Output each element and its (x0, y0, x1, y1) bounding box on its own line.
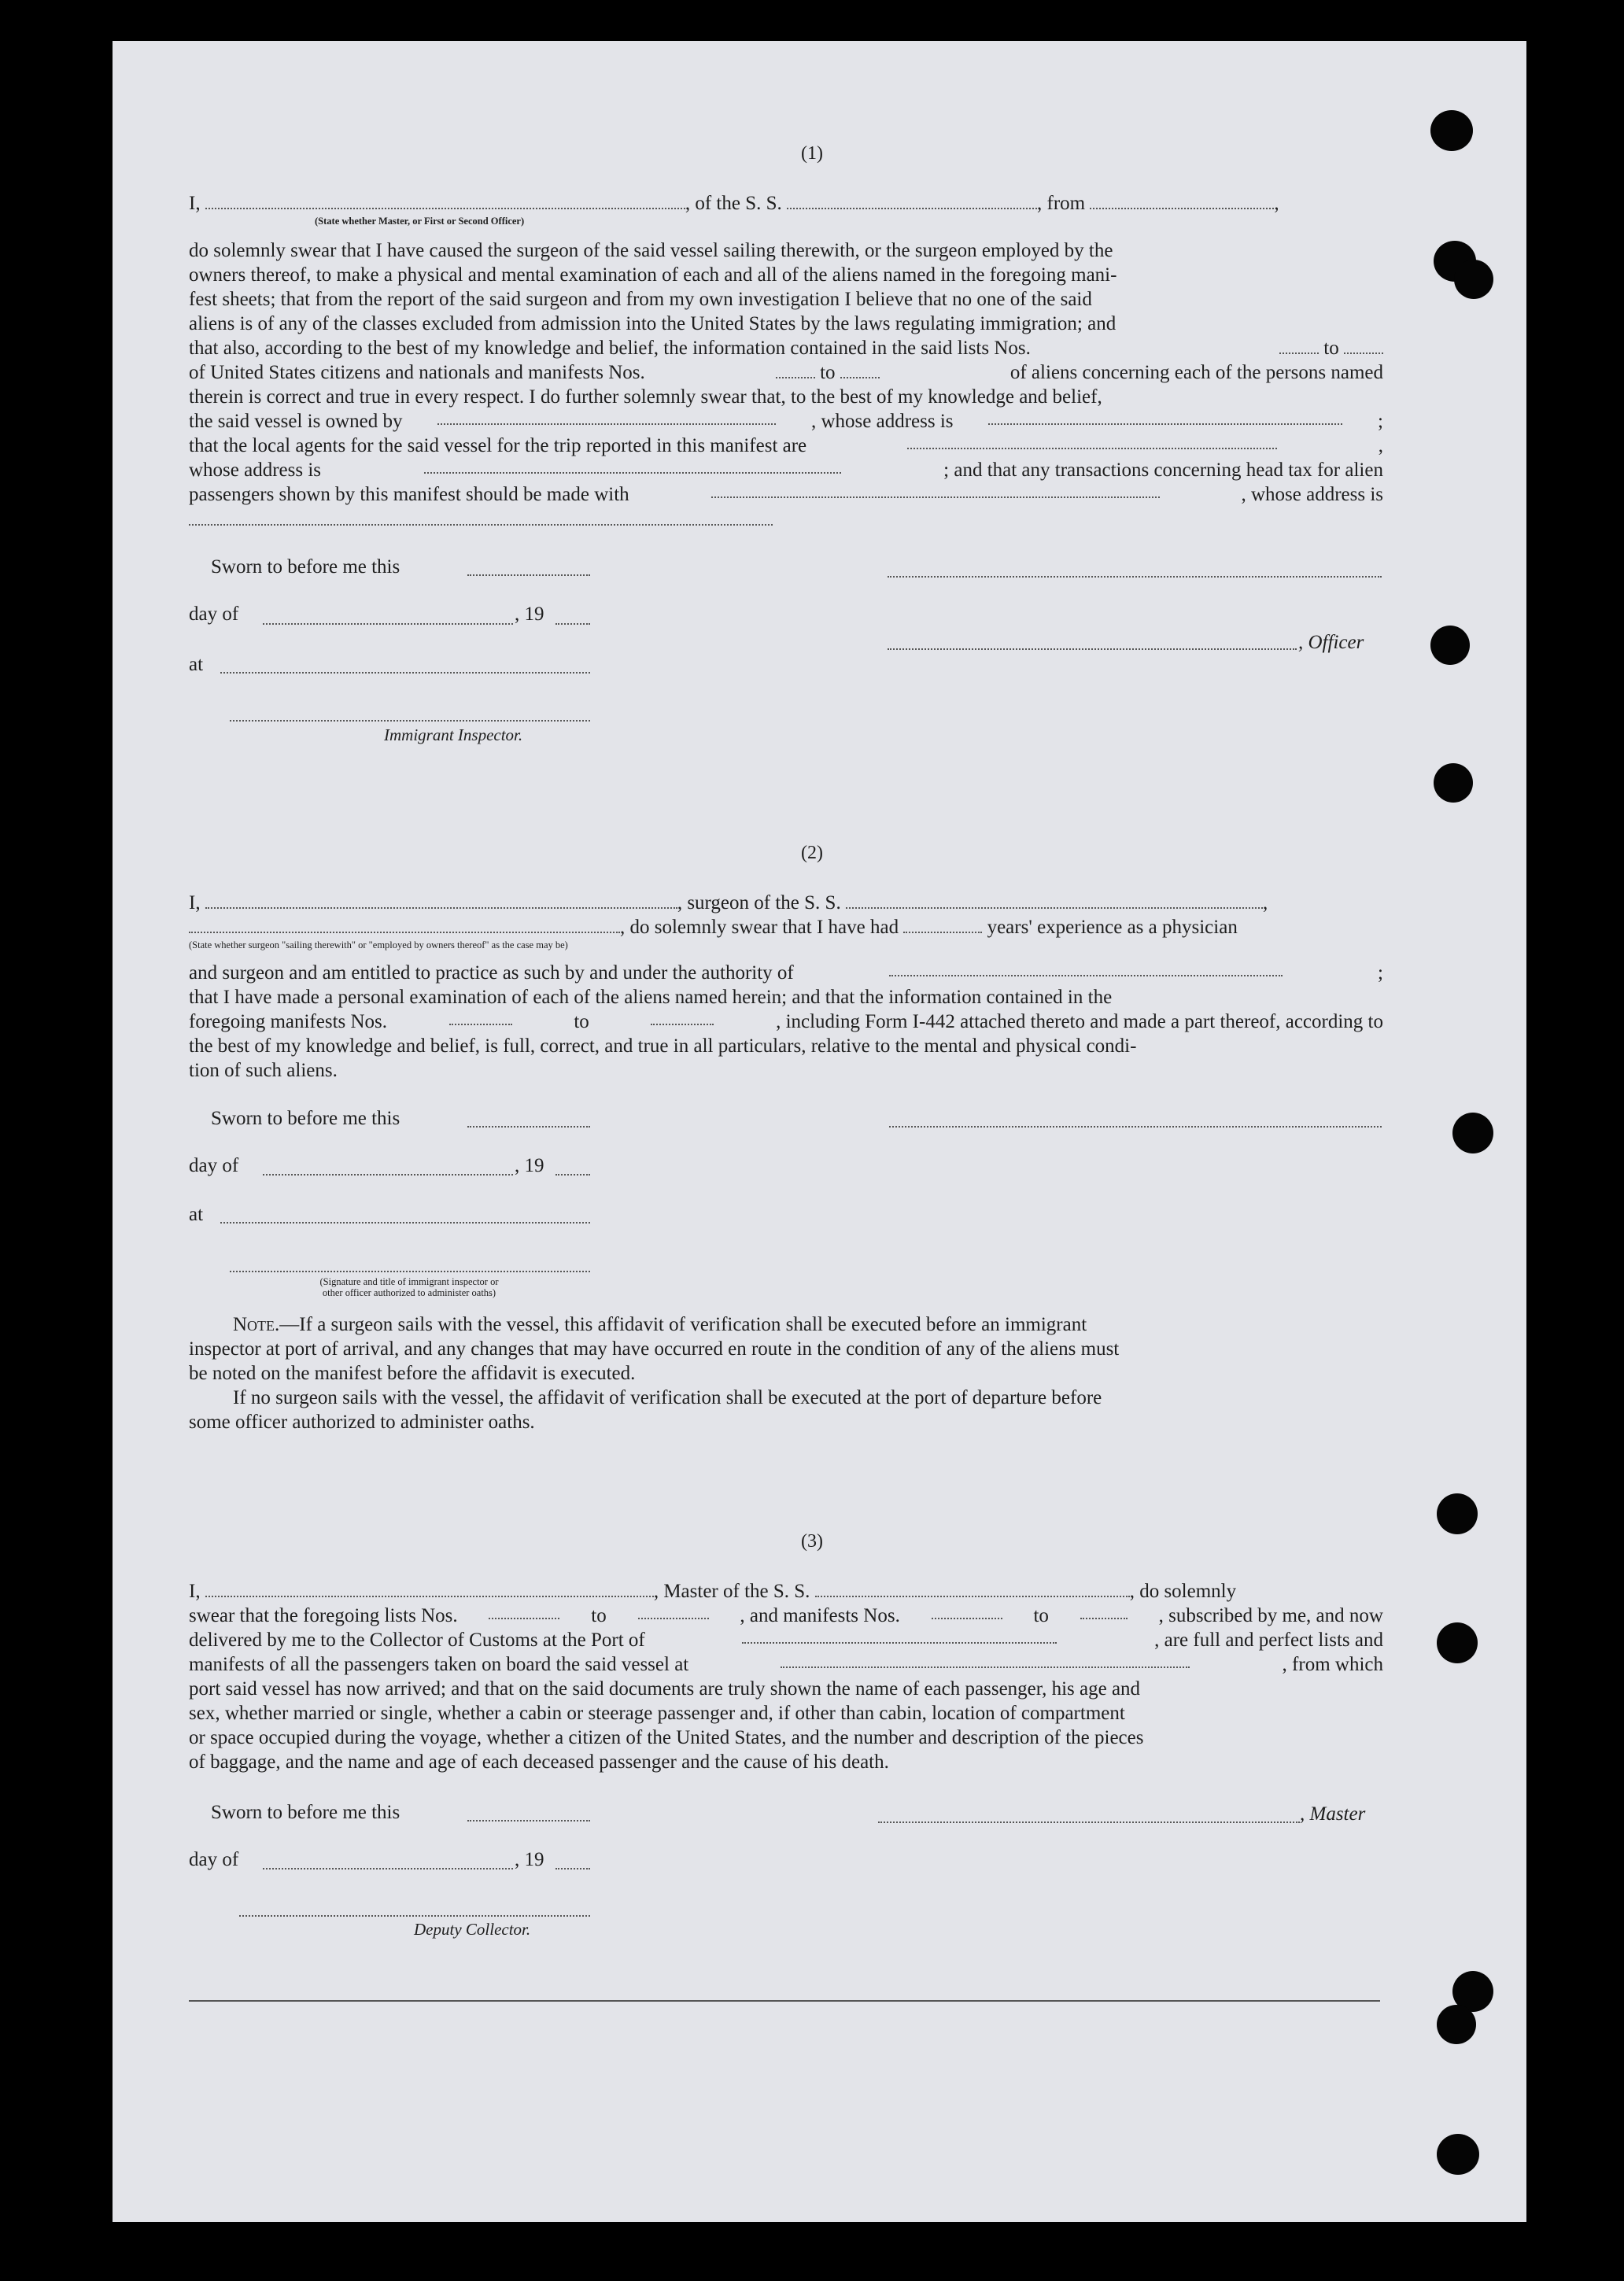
sworn-date-line (467, 574, 590, 576)
day-of-label: day of (189, 1849, 239, 1870)
section-3-number: (3) (801, 1531, 823, 1552)
signature-note: (Signature and title of immigrant inspector or other officer authorized to administer oaths) (319, 1276, 499, 1298)
inspector-signature-line (230, 720, 590, 722)
inspector-label: Immigrant Inspector. (384, 725, 523, 744)
year-line (555, 1174, 590, 1176)
master-label: , Master (1300, 1803, 1366, 1825)
section-2-number: (2) (801, 843, 823, 863)
officer-note: (State whether Master, or First or Second Officer) (315, 216, 525, 227)
binder-hole (1434, 763, 1473, 803)
section-1-first-line: I, , of the S. S. , from , (189, 193, 1279, 214)
binder-hole (1452, 1113, 1493, 1153)
sworn-date-line (467, 1126, 590, 1128)
year-label: , 19 (515, 1849, 544, 1870)
day-of-line (263, 1174, 513, 1176)
note-paragraph: Note.—If a surgeon sails with the vessel, this affidavit of verification shall be executed before an immigrant inspector at port of arrival, and any changes that may have occurred en route in the condition of any of the aliens must be noted on the manifest before the affidavit is executed. If no surgeon sails with the vessel, the affidavit of verification shall be executed at the port of departure before some officer authorized to administer oaths. (189, 1314, 1120, 1433)
binder-hole (1437, 1493, 1478, 1534)
inspector-signature-line (230, 1271, 590, 1272)
day-of-label: day of (189, 1155, 239, 1176)
at-line (220, 1222, 590, 1224)
section-2-body: and surgeon and am entitled to practice as such by and under the authority of ; that I have made a personal examination of each of the aliens named herein; and that the information contained in the foregoing manifests Nos. to , including Form I-442 attached thereto and made a part thereof, according to the best of my knowledge and belief, is full, correct, and true in all particulars, relative to the mental and physical condi- tion of such aliens. (189, 962, 1383, 1081)
surgeon-note: (State whether surgeon "sailing therewith" or "employed by owners thereof" as the case may be) (189, 939, 568, 950)
address-line (189, 524, 773, 526)
officer-signature-line (888, 576, 1382, 578)
year-line (555, 623, 590, 625)
at-label: at (189, 1204, 204, 1225)
sworn-date-line (467, 1820, 590, 1821)
binder-hole (1437, 2005, 1476, 2044)
binder-hole (1430, 626, 1470, 665)
master-signature-line (878, 1821, 1300, 1823)
at-line (220, 672, 590, 674)
day-of-label: day of (189, 603, 239, 625)
deputy-signature-line (239, 1915, 590, 1917)
deputy-label: Deputy Collector. (414, 1920, 531, 1939)
day-of-line (263, 1868, 513, 1869)
at-label: at (189, 654, 204, 675)
binder-hole (1437, 2134, 1479, 2175)
bottom-rule (189, 2000, 1380, 2002)
binder-hole (1437, 1622, 1478, 1663)
officer-title-line (888, 648, 1297, 650)
section-1-body: do solemnly swear that I have caused the surgeon of the said vessel sailing therewith, or the surgeon employed by the owners thereof, to make a physical and mental examination of each and all of the aliens named in the foregoing mani- fest sheets; that from the report of the said surgeon and from my own investigation I believe that no one of the said aliens is of any of the classes excluded from admission into the United States by the laws regulating immigration; and that also, according to the best of my knowledge and belief, the information contained in the said lists Nos. to of United States citizens and nationals and manifests Nos. to of aliens concerning each of the persons named therein is correct and true in every respect. I do further solemnly swear that, to the best of my knowledge and belief, the said vessel is owned by , whose address is ; that the local agents for the said vessel for the trip reported in this manifest are , whose address is ; and that any transactions concerning head tax for alien passengers shown by this manifest should be made with , whose address is (189, 240, 1383, 505)
sworn-label: Sworn to before me this (211, 1108, 400, 1129)
year-line (555, 1868, 590, 1869)
sworn-label: Sworn to before me this (211, 1802, 400, 1823)
day-of-line (263, 623, 513, 625)
officer-label: , Officer (1298, 632, 1364, 653)
section-2-line-1: I, , surgeon of the S. S. , , do solemnly swear that I have had years' experience as a physician (189, 892, 1268, 938)
binder-hole (1454, 260, 1493, 299)
year-label: , 19 (515, 1155, 544, 1176)
section-3-body: I, , Master of the S. S. , do solemnly swear that the foregoing lists Nos. to , and manifests Nos. to , subscribed by me, and now delivered by me to the Collector of Customs at the Port of , are full and perfect lists and manifests of all the passengers taken on board the said vessel at , from which port said vessel has now arrived; and that on the said documents are truly shown the name of each passenger, his age and sex, whether married or single, whether a cabin or steerage passenger and, if other than cabin, location of compartment or space occupied during the voyage, whether a citizen of the United States, and the number and description of the pieces of baggage, and the name and age of each deceased passenger and the cause of his death. (189, 1581, 1383, 1773)
year-label: , 19 (515, 603, 544, 625)
section-1-number: (1) (801, 143, 823, 164)
surgeon-signature-line (889, 1126, 1382, 1128)
sworn-label: Sworn to before me this (211, 556, 400, 578)
